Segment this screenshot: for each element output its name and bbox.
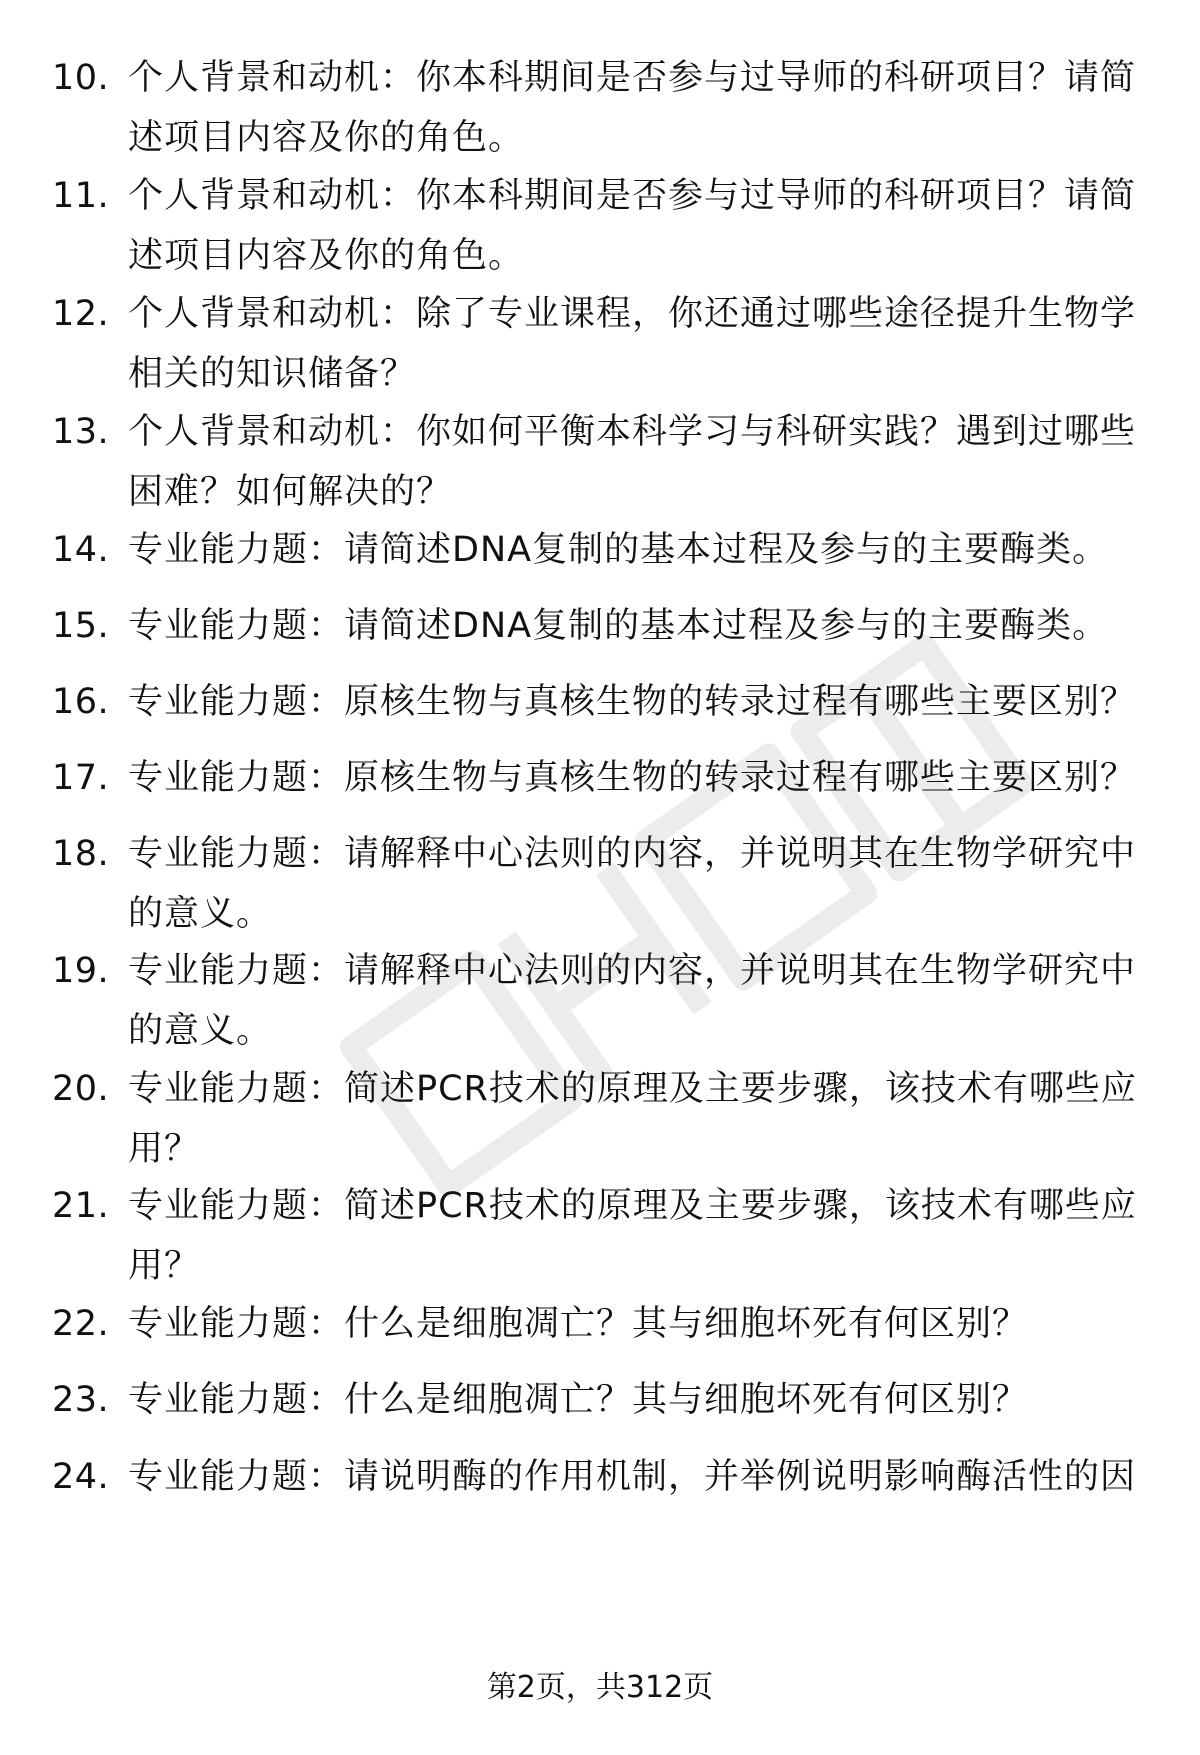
question-item	[52, 824, 1142, 944]
question-number: 18.	[52, 834, 110, 874]
question-number: 13.	[52, 412, 110, 452]
question-number: 11.	[52, 176, 110, 216]
question-item	[52, 1176, 1142, 1296]
question-number: 23.	[52, 1380, 110, 1420]
question-item	[52, 596, 1142, 656]
question-text: 专业能力题：原核生物与真核生物的转录过程有哪些主要区别？	[128, 682, 1137, 722]
question-item	[52, 672, 1142, 732]
question-number: 20.	[52, 1069, 110, 1109]
question-text: 个人背景和动机：你如何平衡本科学习与科研实践？遇到过哪些 困难？如何解决的？	[128, 412, 1137, 512]
question-item	[52, 748, 1142, 808]
question-item	[52, 1059, 1142, 1179]
question-text: 专业能力题：简述PCR技术的原理及主要步骤，该技术有哪些应 用？	[128, 1069, 1137, 1169]
question-number: 10.	[52, 58, 110, 98]
question-item	[52, 1447, 1142, 1507]
question-text: 专业能力题：请解释中心法则的内容，并说明其在生物学研究中 的意义。	[128, 834, 1137, 934]
question-text: 个人背景和动机：除了专业课程，你还通过哪些途径提升生物学 相关的知识储备？	[128, 294, 1137, 394]
question-number: 12.	[52, 294, 110, 334]
question-number: 24.	[52, 1457, 110, 1497]
question-item	[52, 520, 1142, 580]
question-item	[52, 941, 1142, 1061]
question-number: 14.	[52, 530, 110, 570]
question-item	[52, 48, 1142, 168]
question-text: 专业能力题：请解释中心法则的内容，并说明其在生物学研究中 的意义。	[128, 951, 1137, 1051]
question-text: 专业能力题：原核生物与真核生物的转录过程有哪些主要区别？	[128, 758, 1137, 798]
question-number: 21.	[52, 1186, 110, 1226]
question-item	[52, 1294, 1142, 1354]
question-text: 个人背景和动机：你本科期间是否参与过导师的科研项目？请简 述项目内容及你的角色。	[128, 58, 1137, 158]
page-indicator: 第2页，共312页	[486, 1670, 714, 1705]
question-item	[52, 402, 1142, 522]
question-item	[52, 1370, 1142, 1430]
question-text: 专业能力题：什么是细胞凋亡？其与细胞坏死有何区别？	[128, 1304, 1029, 1344]
question-text: 专业能力题：请简述DNA复制的基本过程及参与的主要酶类。	[128, 606, 1109, 646]
question-number: 15.	[52, 606, 110, 646]
question-number: 17.	[52, 758, 110, 798]
question-text: 个人背景和动机：你本科期间是否参与过导师的科研项目？请简 述项目内容及你的角色。	[128, 176, 1137, 276]
question-item	[52, 166, 1142, 286]
question-text: 专业能力题：请简述DNA复制的基本过程及参与的主要酶类。	[128, 530, 1109, 570]
question-text: 专业能力题：什么是细胞凋亡？其与细胞坏死有何区别？	[128, 1380, 1029, 1420]
question-item	[52, 284, 1142, 404]
question-text: 专业能力题：请说明酶的作用机制，并举例说明影响酶活性的因	[128, 1457, 1137, 1497]
question-number: 16.	[52, 682, 110, 722]
question-number: 19.	[52, 951, 110, 991]
question-text: 专业能力题：简述PCR技术的原理及主要步骤，该技术有哪些应 用？	[128, 1186, 1137, 1286]
question-number: 22.	[52, 1304, 110, 1344]
